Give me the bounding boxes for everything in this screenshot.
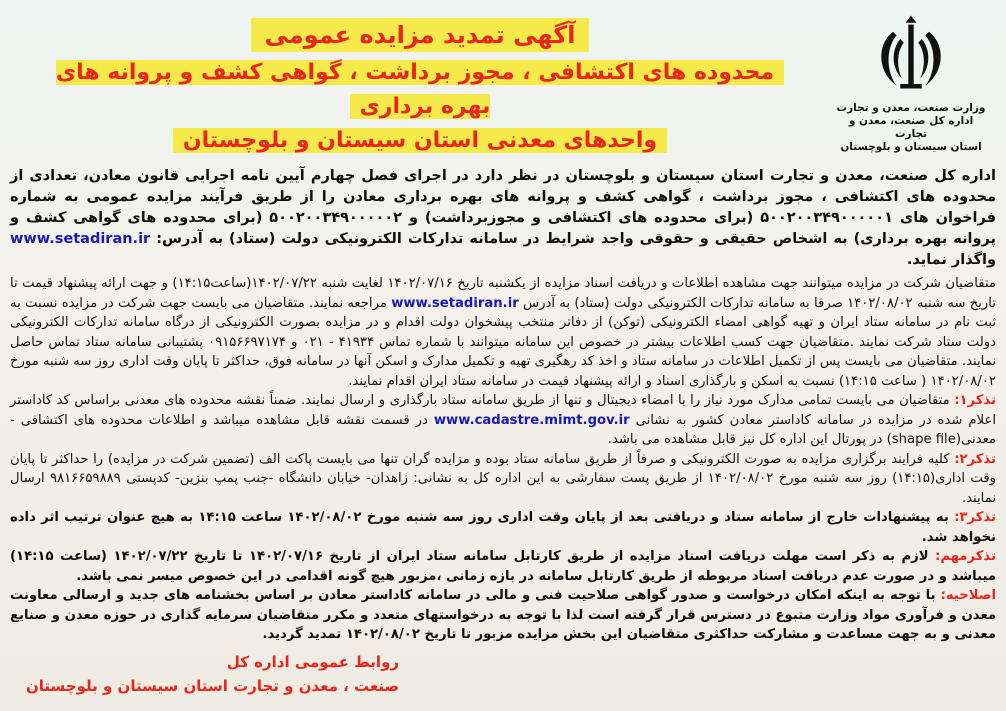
ad-title: آگهی تمدید مزایده عمومی <box>251 18 590 52</box>
ad-subtitle-1: محدوده های اکتشافی ، مجوز برداشت ، گواهی کشف و پروانه های بهره برداری <box>40 56 800 124</box>
directorate-name: اداره کل صنعت، معدن و تجارت <box>848 115 974 140</box>
setadiran-link[interactable]: www.setadiran.ir <box>10 231 151 247</box>
title-block <box>40 18 800 158</box>
participation-paragraph: متقاضیان شرکت در مزایده میتوانند جهت مشاهده اطلاعات و دریافت اسناد مزایده از یکشنبه تاریخ ۱۴۰۲/۰۷/۱۶ لغایت شنبه ۱۴۰۲/۰۷/۲۲(ساعت۱۴:۱۵) و جهت ارائه پیشنهاد قیمت تا تاریخ سه شنبه ۱۴۰۲/۰۸/۰۲ صرفا به سامانه تدارکات الکترونیکی دولت (ستاد) به آدرس www.setadiran.ir مراجعه نمایند. متقاضیان می بایست جهت شرکت در مزایده نسبت به ثبت نام در سامانه ستاد ایران و تهیه گواهی امضاء الکترونیکی (توکن) از دفاتر منتخب پیشخوان دولت اقدام و در مزایده بصورت الکترونیکی از درگاه سامانه تدارکات الکترونیکی دولت ستاد شرکت نمایند .متقاضیان جهت کسب اطلاعات بیشتر در خصوص این سامانه میتوانند با شماره تماس ۴۱۹۳۴ - ۰۲۱ و ۰۹۱۵۶۶۹۷۱۷۴ پشتیبانی سامانه ستاد تماس حاصل نمایند. متقاضیان می بایست پس از تکمیل اطلاعات در سامانه ستاد و اخذ کد رهگیری تهیه و تکمیل مدارک و اسکن آنها در سامانه فوق، حداکثر تا پایان وقت اداری روز سه شنبه مورخ ۱۴۰۲/۰۸/۰۲ ( ساعت ۱۴:۱۵) نسبت به اسکن و بارگذاری اسناد و ارائه پیشنهاد قیمت در سامانه ستاد ایران اقدام نمایند. <box>10 276 996 389</box>
note-2-label: تذکر۲: <box>954 451 996 467</box>
note-2: تذکر۲: کلیه فرایند برگزاری مزایده به صورت الکترونیکی و صرفاً از طریق سامانه ستاد بوده و مزایده گران تنها می بایست پاکت الف (تضمین شرکت در مزایده) را حداکثر تا پایان وقت اداری(۱۴:۱۵) روز سه شنبه مورخ ۱۴۰۲/۰۸/۰۲ از طریق پست سفارشی به این اداره کل به نشانی: زاهدان- خیابان دانشگاه -جنب پمپ بنزین- کدپستی ۹۸۱۶۶۵۹۸۸۹ ارسال نمایند. <box>10 451 997 506</box>
intro-paragraph: اداره کل صنعت، معدن و تجارت استان سیستان و بلوچستان در نظر دارد در اجرای فصل چهارم آیین نامه اجرایی قانون معادن، تعدادی از محدوده های اکتشافی ، مجوز برداشت ، گواهی کشف و پروانه های بهره برداری معادن را از طریق فرآیند مزایده عمومی به شماره فراخوان های ۵۰۰۲۰۰۳۴۹۰۰۰۰۰۱ (برای محدوده های اکتشافی و مجوزبرداشت) و ۵۰۰۲۰۰۳۴۹۰۰۰۰۰۲ (برای محدوده های گواهی کشف و پروانه بهره برداری) به اشخاص حقیقی و حقوقی واجد شرایط در سامانه تدارکات الکترونیکی دولت (ستاد) به آدرس: www.setadiran.ir واگذار نماید. <box>10 168 997 268</box>
footer-line-1: روابط عمومی اداره کل <box>226 653 400 671</box>
footer-line-2: صنعت ، معدن و تجارت استان سیستان و بلوچستان <box>26 677 400 695</box>
correction-note: اصلاحیه: با توجه به اینکه امکان درخواست و صدور گواهی صلاحیت فنی و مالی در سامانه کاداستر معادن بر اساس بخشنامه های جدید و ارسالی معاونت معدن و فرآوری مواد وزارت متبوع در دسترس قرار گرفته است لذا با توجه به درخواستهای متعدد و مکرر متقاضیان سرمایه گذاری در حوزه معدن و صنایع معدنی و به جهت مساعدت و مشارکت حداکثری متقاضیان این بخش مزایده مزبور تا تاریخ ۱۴۰۲/۰۸/۰۲ تمدید گردید. <box>10 588 996 642</box>
ad-subtitle-2: واحدهای معدنی استان سیستان و بلوچستان <box>40 124 800 158</box>
note-3-label: تذکر۳: <box>954 510 996 525</box>
iran-emblem-icon <box>866 12 956 102</box>
correction-label: اصلاحیه: <box>940 588 996 603</box>
province-name: استان سیستان و بلوچستان <box>840 141 982 153</box>
ministry-logo-block <box>836 12 986 154</box>
public-relations-signature <box>26 650 399 698</box>
ad-header <box>0 0 1006 168</box>
ministry-name: وزارت صنعت، معدن و تجارت <box>836 102 986 114</box>
setadiran-link-2[interactable]: www.setadiran.ir <box>391 295 519 311</box>
note-3: تذکر۳: به پیشنهادات خارج از سامانه ستاد و دریافتی بعد از پایان وقت اداری روز سه شنبه مورخ ۱۴۰۲/۰۸/۰۲ ساعت ۱۴:۱۵ به هیچ عنوان ترتیب اثر داده نخواهد شد. <box>10 510 996 545</box>
cadastre-link[interactable]: www.cadastre.mimt.gov.ir <box>433 412 630 428</box>
important-note-label: تذکرمهم: <box>935 549 996 564</box>
ad-body <box>10 166 996 645</box>
note-1: تذکر۱: متقاضیان می بایست تمامی مدارک مورد نیاز را با امضاء دیجیتال و تنها از طریق سامانه ستاد بارگذاری و ارسال نمایند. ضمناً نقشه محدوده های معدنی براساس کد کاداستر اعلام شده در مزایده در سامانه کاداستر معادن کشور به نشانی www.cadastre.mimt.gov.ir در قسمت نقشه قابل مشاهده میباشد و اطلاعات محدوده های اکتشافی - معدنی(shape file) در پورتال این اداره کل نیز قابل مشاهده می باشد. <box>10 393 996 447</box>
note-1-label: تذکر۱: <box>954 393 996 408</box>
important-note: تذکرمهم: لازم به ذکر است مهلت دریافت اسناد مزایده از طریق کارتابل سامانه ستاد ایران از تاریخ ۱۴۰۲/۰۷/۱۶ تا تاریخ ۱۴۰۲/۰۷/۲۲ (ساعت ۱۴:۱۵) میباشد و در صورت عدم دریافت اسناد مربوطه از طریق کارتابل سامانه در بازه زمانی ،مزبور هیچ گونه اقدامی در این خصوص میسر نمی باشد. <box>10 549 996 584</box>
